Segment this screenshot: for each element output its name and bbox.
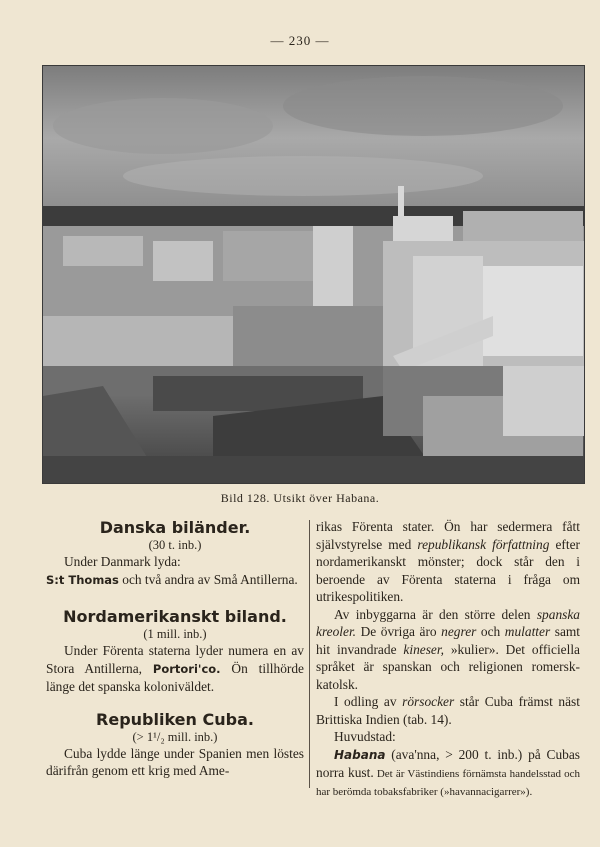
heading-nordamerikanskt-biland: Nordamerikanskt biland. (63, 607, 287, 626)
paragraph: Under Danmark lyda: (64, 554, 181, 569)
paragraph: Cuba lydde länge under Spanien men löstes därifrån genom ett krig med Ame- (46, 745, 304, 778)
paragraph: Av inbyggarna är den större delen spanska kreoler. De övriga äro negrer och mulatter samt hit invandrade kineser, »kulier». Det officiella språket är spanskan och religionen romersk-katolsk. (316, 606, 581, 692)
paragraph: rikas Förenta stater. Ön har sedermera fått självstyrelse med republikansk författning efter nordamerikanskt mönster; dock står den i beroende av Förenta staterna i fråga om utrikespolitiken. (316, 519, 580, 604)
subheading-inhabitants: (30 t. inb.) (148, 538, 202, 552)
photo-habana-rooftops (42, 65, 585, 484)
paragraph: Habana (ava'nna, > 200 t. inb.) på Cubas norra kust. Det är Västindiens förnämsta handelsstad och har berömda tobaksfabriker (»havannacigarrer»). (316, 746, 580, 798)
right-column (316, 518, 580, 800)
paragraph: I odling av rörsocker står Cuba främst näst Brittiska Indien (tab. 14). (316, 694, 580, 727)
paragraph: S:t Thomas och två andra av Små Antillerna. (46, 571, 298, 587)
heading-republiken-cuba: Republiken Cuba. (96, 709, 254, 729)
paragraph: Under Förenta staterna lyder numera en av Stora Antillerna, Portori'co. Ön tillhörde länge det spanska koloniväldet. (46, 643, 305, 694)
paragraph: Huvudstad: (334, 729, 396, 744)
subheading-inhabitants: (1 mill. inb.) (143, 627, 207, 641)
left-column (46, 518, 304, 780)
heading-danska-bilander: Danska biländer. (99, 518, 251, 537)
subheading-inhabitants: (> 1¹/₂ mill. inb.) (132, 729, 218, 744)
page-number: — 230 — (270, 33, 330, 48)
column-divider (309, 520, 310, 788)
photo-caption: Bild 128. Utsikt över Habana. (220, 491, 380, 505)
